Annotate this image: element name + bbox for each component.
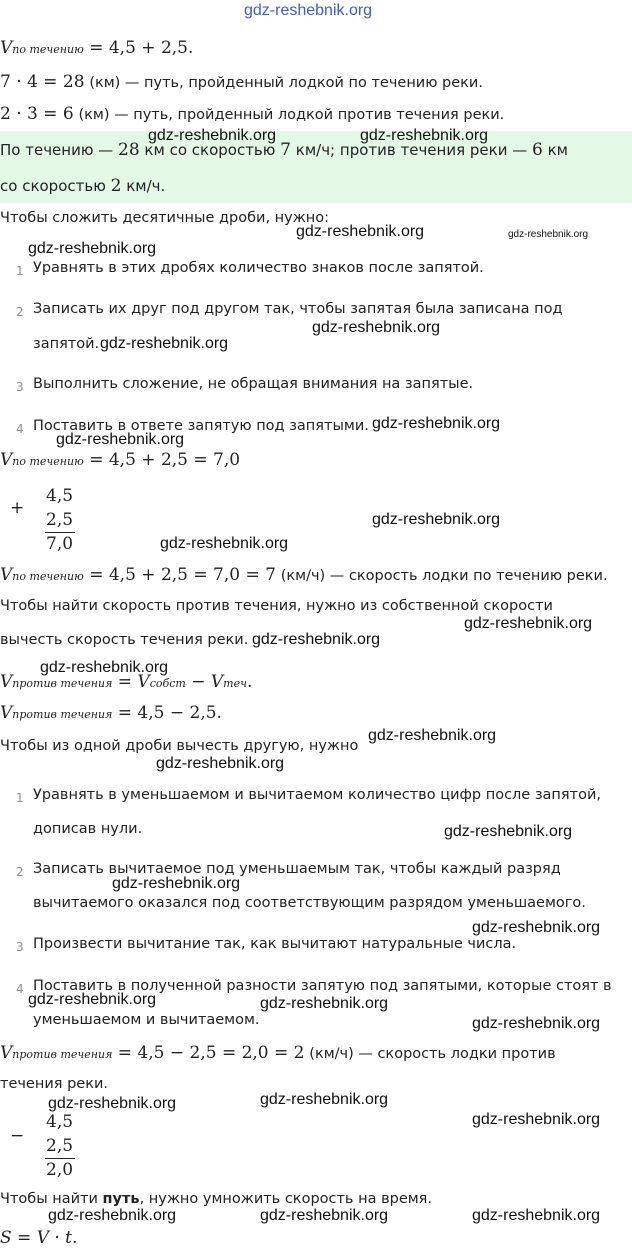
add-step-number: 2 bbox=[16, 305, 24, 319]
watermark: gdz-reshebnik.org bbox=[312, 319, 441, 336]
watermark: gdz-reshebnik.org bbox=[368, 727, 497, 744]
watermark: gdz-reshebnik.org bbox=[472, 1111, 601, 1128]
watermark: gdz-reshebnik.org bbox=[100, 335, 229, 352]
path-upstream: 2 · 3 = 6 (км) — путь, пройденный лодкой против течения реки. bbox=[0, 104, 505, 124]
watermark: gdz-reshebnik.org bbox=[464, 615, 593, 632]
watermark: gdz-reshebnik.org bbox=[296, 223, 425, 240]
watermark: gdz-reshebnik.org bbox=[508, 229, 589, 240]
watermark: gdz-reshebnik.org bbox=[372, 415, 501, 432]
sub-step-number: 3 bbox=[16, 940, 24, 954]
column-add-sign: + bbox=[10, 498, 25, 518]
formula-path: S = V · t. bbox=[0, 1228, 78, 1248]
watermark: gdz-reshebnik.org bbox=[112, 875, 241, 892]
formula-v-upstream: Vпротив течения = Vсобст − Vтеч. bbox=[0, 672, 253, 692]
subtraction-speed-intro: Чтобы найти скорость против течения, нужно из собственной скорости bbox=[0, 598, 553, 614]
watermark: gdz-reshebnik.org bbox=[444, 823, 573, 840]
answer-line-1: По течению — 28 км со скоростью 7 км/ч; против течения реки — 6 км bbox=[0, 140, 568, 160]
sub-step-4-cont: уменьшаемом и вычитаемом. bbox=[33, 1012, 260, 1028]
answer-line-2: со скоростью 2 км/ч. bbox=[0, 176, 166, 196]
column-add-result: 7,0 bbox=[46, 534, 74, 554]
sub-step-2: Записать вычитаемое под уменьшаемым так, чтобы каждый разряд bbox=[33, 861, 561, 877]
add-step-4: Поставить в ответе запятую под запятыми. bbox=[33, 418, 369, 434]
watermark: gdz-reshebnik.org bbox=[28, 991, 157, 1008]
watermark: gdz-reshebnik.org bbox=[252, 631, 381, 648]
sub-step-number: 1 bbox=[16, 791, 24, 805]
sub-step-4: Поставить в полученной разности запятую под запятыми, которые стоят в bbox=[33, 978, 612, 994]
add-step-2: Записать их друг под другом так, чтобы запятая была записана под bbox=[33, 301, 563, 317]
column-sub-term-1: 4,5 bbox=[46, 1112, 74, 1132]
sub-step-1-cont: дописав нули. bbox=[33, 821, 143, 837]
downstream-speed-result: Vпо течению = 4,5 + 2,5 = 7,0 = 7 (км/ч) — скорость лодки по течению реки. bbox=[0, 565, 608, 585]
subtraction-speed-intro-cont: вычесть скорость течения реки. bbox=[0, 632, 249, 648]
upstream-speed-result: Vпротив течения = 4,5 − 2,5 = 2,0 = 2 (км/ч) — скорость лодки против bbox=[0, 1043, 556, 1063]
column-sub-sign: − bbox=[10, 1126, 25, 1146]
add-step-1: Уравнять в этих дробях количество знаков после запятой. bbox=[33, 260, 484, 276]
path-downstream: 7 · 4 = 28 (км) — путь, пройденный лодкой по течению реки. bbox=[0, 72, 483, 92]
top-watermark[interactable]: gdz-reshebnik.org bbox=[244, 2, 373, 19]
watermark: gdz-reshebnik.org bbox=[360, 127, 489, 144]
watermark: gdz-reshebnik.org bbox=[472, 919, 601, 936]
formula-v-upstream-values: Vпротив течения = 4,5 − 2,5. bbox=[0, 703, 222, 723]
watermark: gdz-reshebnik.org bbox=[160, 535, 289, 552]
sub-step-number: 2 bbox=[16, 865, 24, 879]
add-step-number: 3 bbox=[16, 380, 24, 394]
watermark: gdz-reshebnik.org bbox=[472, 1207, 601, 1224]
upstream-speed-result-cont: течения реки. bbox=[0, 1076, 109, 1092]
watermark: gdz-reshebnik.org bbox=[260, 1207, 389, 1224]
watermark: gdz-reshebnik.org bbox=[260, 995, 389, 1012]
addition-intro: Чтобы сложить десятичные дроби, нужно: bbox=[0, 210, 330, 226]
formula-v-downstream: Vпо течению = 4,5 + 2,5. bbox=[0, 38, 194, 58]
column-add-term-2: 2,5 bbox=[46, 510, 74, 530]
add-step-2-cont: запятой. bbox=[33, 336, 100, 352]
path-intro: Чтобы найти путь, нужно умножить скорость на время. bbox=[0, 1191, 433, 1207]
sub-step-3: Произвести вычитание так, как вычитают натуральные числа. bbox=[33, 936, 517, 952]
add-step-3: Выполнить сложение, не обращая внимания на запятые. bbox=[33, 376, 474, 392]
watermark: gdz-reshebnik.org bbox=[260, 1091, 389, 1108]
watermark: gdz-reshebnik.org bbox=[48, 1207, 177, 1224]
formula-v-downstream-sum: Vпо течению = 4,5 + 2,5 = 7,0 bbox=[0, 450, 241, 470]
sub-step-number: 4 bbox=[16, 982, 24, 996]
watermark: gdz-reshebnik.org bbox=[156, 755, 285, 772]
column-add-term-1: 4,5 bbox=[46, 486, 74, 506]
column-sub-result: 2,0 bbox=[46, 1160, 74, 1180]
watermark: gdz-reshebnik.org bbox=[56, 431, 185, 448]
watermark: gdz-reshebnik.org bbox=[40, 659, 169, 676]
watermark: gdz-reshebnik.org bbox=[148, 127, 277, 144]
add-step-number: 1 bbox=[16, 264, 24, 278]
watermark: gdz-reshebnik.org bbox=[48, 1095, 177, 1112]
column-sub-term-2: 2,5 bbox=[46, 1136, 74, 1156]
sub-step-2-cont: вычитаемого оказался под соответствующим разрядом уменьшаемого. bbox=[33, 895, 586, 911]
watermark: gdz-reshebnik.org bbox=[28, 240, 157, 257]
watermark: gdz-reshebnik.org bbox=[372, 511, 501, 528]
sub-step-1: Уравнять в уменьшаемом и вычитаемом количество цифр после запятой, bbox=[33, 787, 601, 803]
add-step-number: 4 bbox=[16, 422, 24, 436]
subtraction-intro: Чтобы из одной дроби вычесть другую, нужно bbox=[0, 738, 359, 754]
watermark: gdz-reshebnik.org bbox=[472, 1015, 601, 1032]
